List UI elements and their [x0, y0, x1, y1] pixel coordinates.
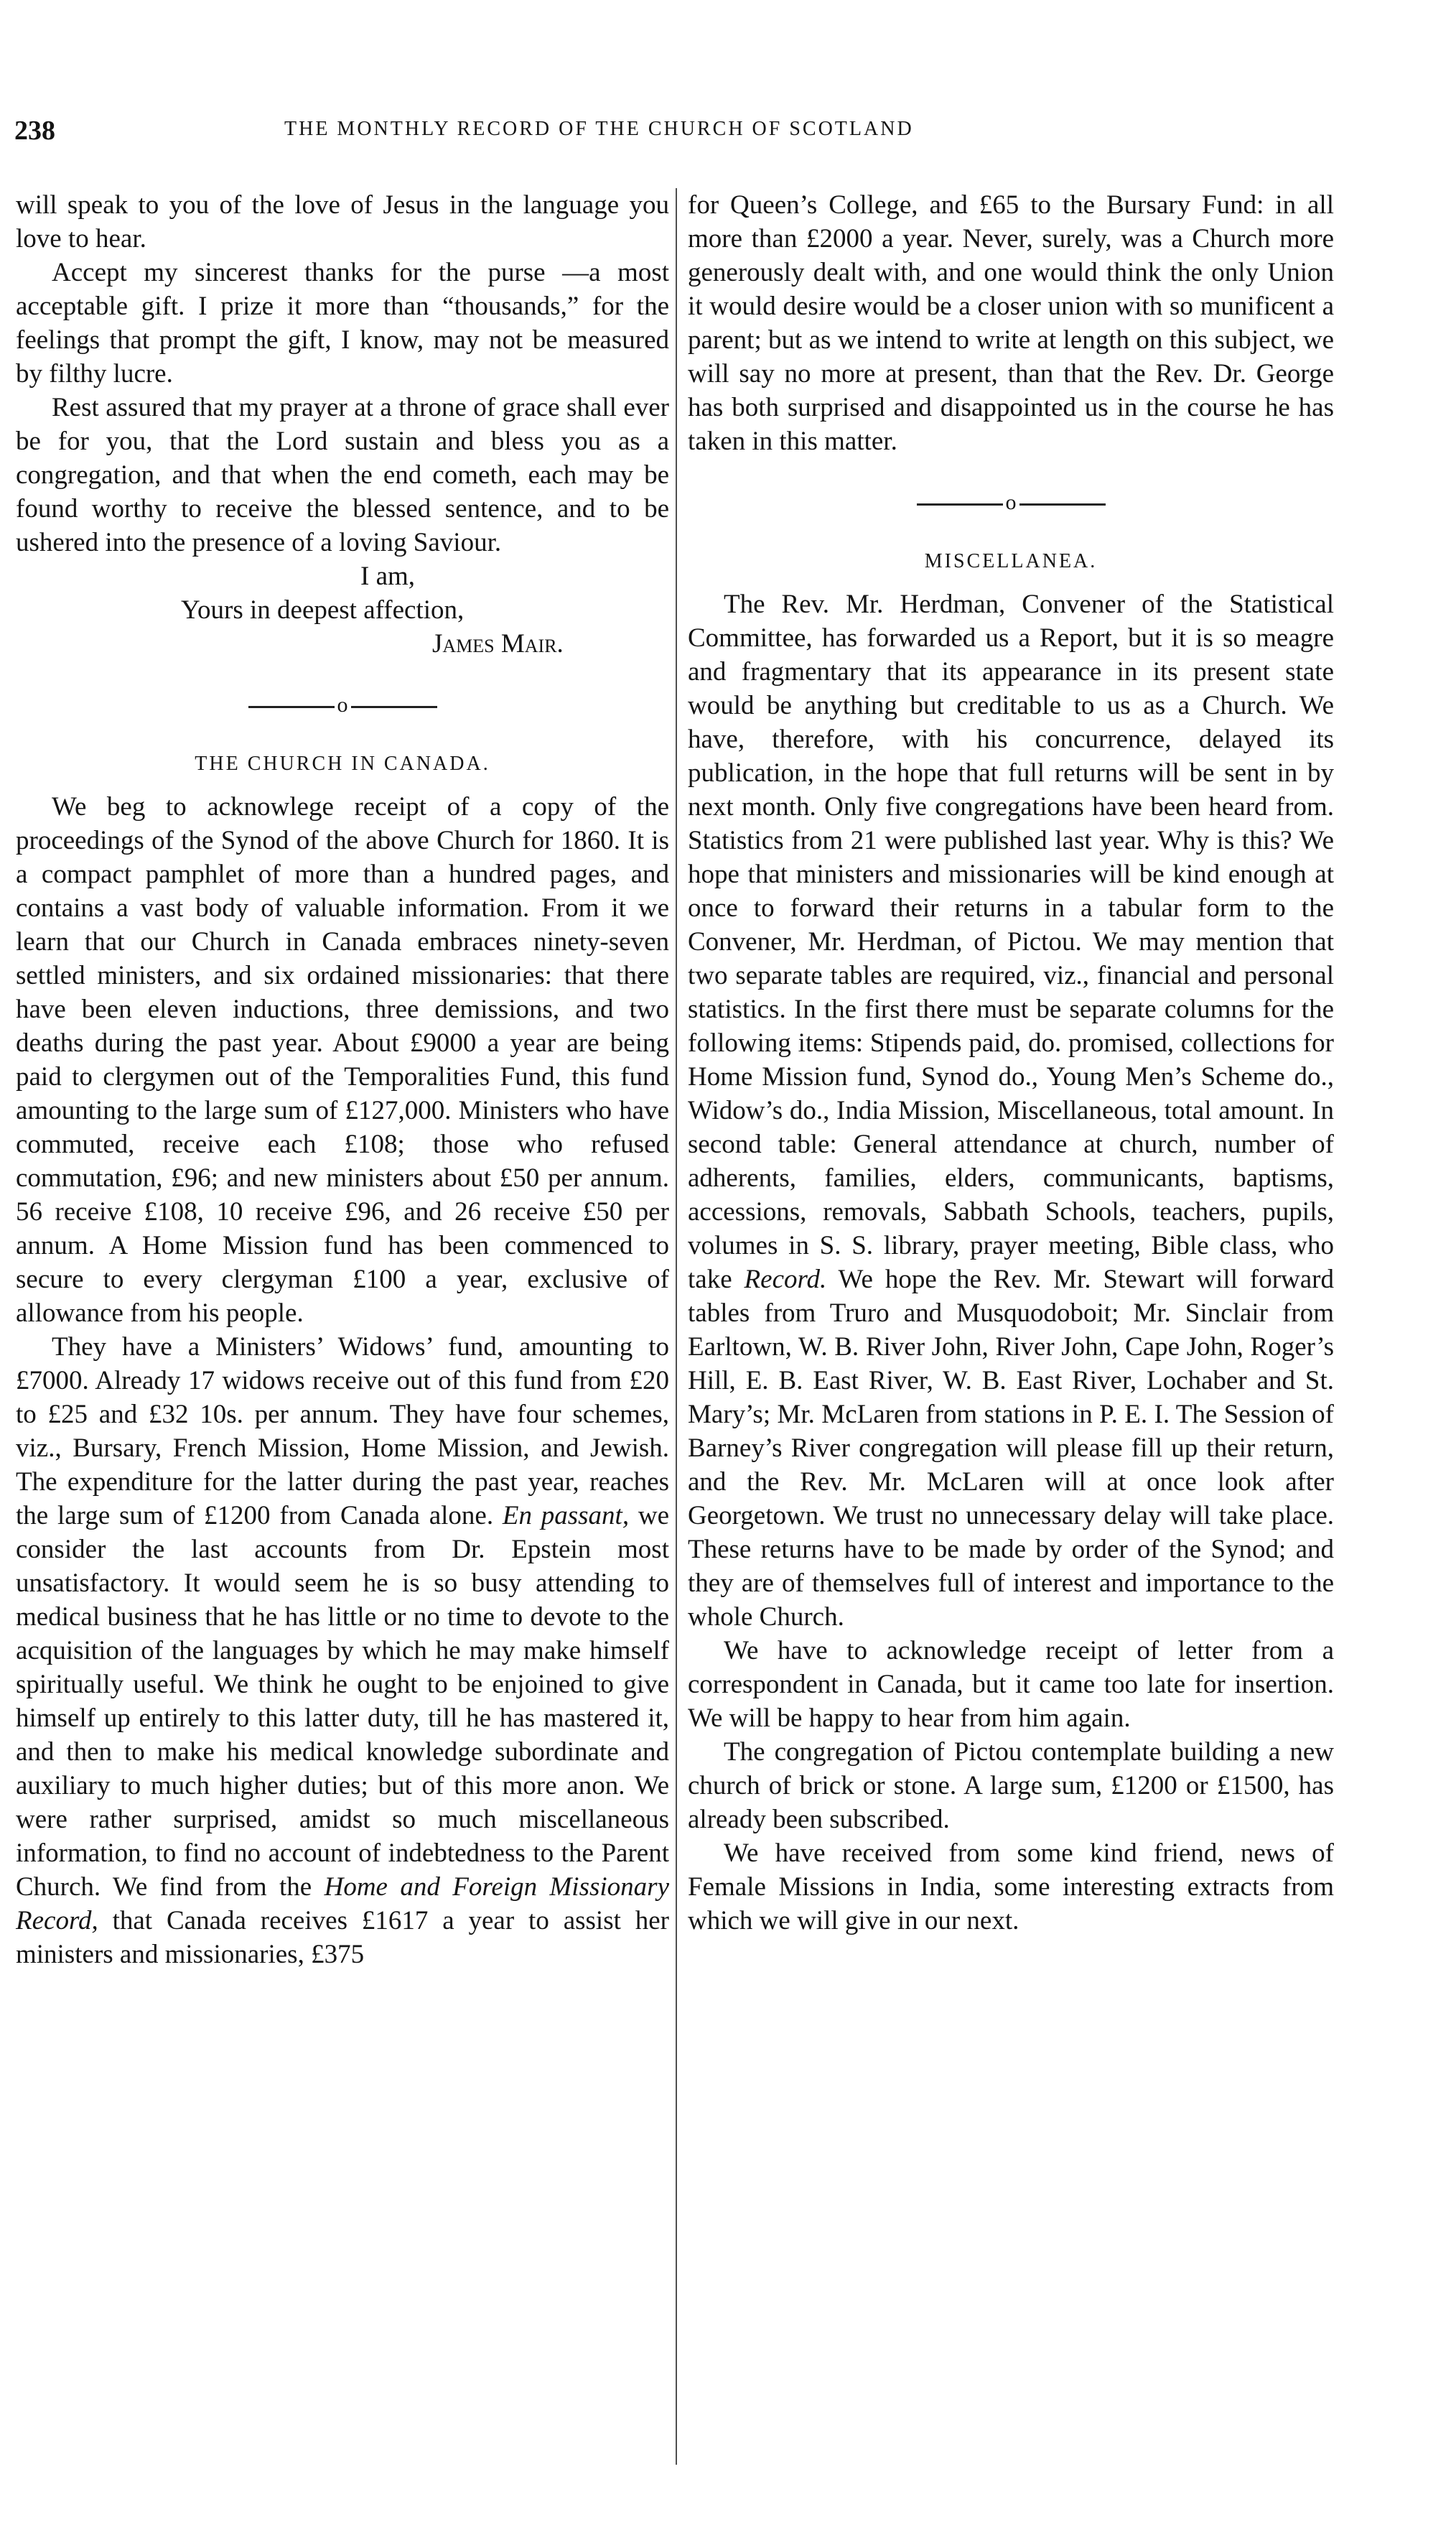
right-column	[688, 188, 1334, 1938]
letter-paragraph-3: Rest assured that my prayer at a throne of grace shall ever be for you, that the Lord sustain and bless you as a congregation, and that when the end cometh, each may be found worthy to receive the blessed sentence, and to be ushered into the presence of a loving Saviour.	[16, 393, 669, 557]
canada-paragraph-2-part-c: that Canada receives £1617 a year to assist her ministers and missionaries, £375	[16, 1906, 669, 1969]
canada-paragraph-2-part-b: we consider the last accounts from Dr. Epstein most unsatisfactory. It would seem he is so busy attending to medical business that he has little or no time to devote to the acquisition of the languages by which he may make himself spiritually useful. We think he ought to be enjoined to give himself up entirely to this latter duty, till he has mastered it, and then to make his medical knowledge subordinate and auxiliary to much higher duties; but of this more anon. We were rather surprised, amidst so much miscellaneous information, to find no account of indebtedness to the Parent Church. We find from the	[16, 1501, 670, 1902]
italic-publication-title: Home and Foreign Missionary Record,	[16, 1872, 669, 1935]
page-number: 238	[14, 116, 55, 146]
continued-paragraph: for Queen’s College, and £65 to the Bursary Fund: in all more than £2000 a year. Never, surely, was a Church more generously dealt with, and one would think the only Union it would desire would be a closer union with so munificent a parent; but as we intend to write at length on this subject, we will say no more at present, than that the Rev. Dr. George has both surprised and disappointed us in the course he has taken in this matter.	[688, 190, 1334, 456]
section-title-church-in-canada: THE CHURCH IN CANADA.	[195, 753, 490, 775]
canada-paragraph-2	[16, 1330, 669, 1971]
section-divider-right: o	[688, 488, 1334, 517]
canada-paragraph-1: We beg to acknowlege receipt of a copy of the proceedings of the Synod of the above Church for 1860. It is a compact pamphlet of more than a hundred pages, and contains a vast body of valuable information. From it we learn that our Church in Canada embraces ninety-seven settled ministers, and six ordained missionaries: that there have been eleven inductions, three demissions, and two deaths during the past year. About £9000 a year are being paid to clergymen out of the Temporalities Fund, this fund amounting to the large sum of £127,000. Ministers who have commuted, receive each £108; those who refused commutation, £96; and new ministers about £50 per annum. 56 receive £108, 10 receive £96, and 26 receive £50 per annum. A Home Mission fund has been commenced to secure to every clergyman £100 a year, exclusive of allowance from his people.	[16, 792, 669, 1328]
letter-paragraph-1: will speak to you of the love of Jesus in the language you love to hear.	[16, 190, 669, 254]
miscellanea-paragraph-1-part-b: We hope the Rev. Mr. Stewart will forward tables from Truro and Musquodoboit; Mr. Sinclair from Earltown, W. B. River John, River John, Cape John, Roger’s Hill, E. B. East River, W. B. East River, Lochaber and St. Mary’s; Mr. McLaren from stations in P. E. I. The Session of Barney’s River congregation will please fill up their return, and the Rev. Mr. McLaren will at once look after Georgetown. We trust no unnecessary delay will take place. These returns have to be made by order of the Synod; and they are of themselves full of interest and importance to the whole Church.	[688, 1265, 1334, 1632]
page-header	[14, 115, 1134, 151]
miscellanea-paragraph-1	[688, 587, 1334, 1634]
miscellanea-paragraph-4: We have received from some kind friend, news of Female Missions in India, some interesting extracts from which we will give in our next.	[688, 1838, 1334, 1935]
miscellanea-paragraph-2: We have to acknowledge receipt of letter from a correspondent in Canada, but it came too late for insertion. We will be happy to hear from him again.	[688, 1636, 1334, 1733]
closing-line-2: Yours in deepest affection,	[181, 595, 465, 625]
miscellanea-paragraph-3: The congregation of Pictou contemplate building a new church of brick or stone. A large sum, £1200 or £1500, has already been subscribed.	[688, 1737, 1334, 1834]
letter-closing	[16, 559, 669, 661]
letter-paragraph-2: Accept my sincerest thanks for the purse —a most acceptable gift. I prize it more than “thousands,” for the feelings that prompt the gift, I know, may not be measured by filthy lucre.	[16, 258, 669, 389]
left-column	[16, 188, 669, 1971]
section-title-miscellanea: MISCELLANEA.	[924, 550, 1098, 572]
italic-record: Record.	[744, 1265, 827, 1294]
running-title: THE MONTHLY RECORD OF THE CHURCH OF SCOTLAND	[284, 118, 914, 140]
letter-signature: James Mair.	[432, 629, 564, 659]
miscellanea-paragraph-1-part-a: The Rev. Mr. Herdman, Convener of the Statistical Committee, has forwarded us a Report, but it is so meagre and fragmentary that its appearance in its present state would be anything but creditable to us as a Church. We have, therefore, with his concurrence, delayed its publication, in the hope that full returns will be sent in by next month. Only five congregations have been heard from. Statistics from 21 were published last year. Why is this? We hope that ministers and missionaries will be kind enough at once to forward their returns in a tabular form to the Convener, Mr. Herdman, of Pictou. We may mention that two separate tables are required, viz., financial and personal statistics. In the first there must be separate columns for the following items: Stipends paid, do. promised, collections for Home Mission fund, Synod do., Young Men’s Scheme do., Widow’s do., India Mission, Miscellaneous, total amount. In second table: General attendance at church, number of adherents, families, elders, communicants, baptisms, accessions, removals, Sabbath Schools, teachers, pupils, volumes in S. S. library, prayer meeting, Bible class, who take	[688, 590, 1334, 1294]
closing-line-1: I am,	[360, 562, 416, 591]
canada-paragraph-2-part-a: They have a Ministers’ Widows’ fund, amounting to £7000. Already 17 widows receive out of this fund from £20 to £25 and £32 10s. per annum. They have four schemes, viz., Bursary, French Mission, Home Mission, and Jewish. The expenditure for the latter during the past year, reaches the large sum of £1200 from Canada alone.	[16, 1332, 669, 1530]
italic-phrase-en-passant: En passant,	[502, 1501, 630, 1530]
section-divider: o	[16, 691, 669, 720]
column-divider	[676, 188, 677, 2465]
